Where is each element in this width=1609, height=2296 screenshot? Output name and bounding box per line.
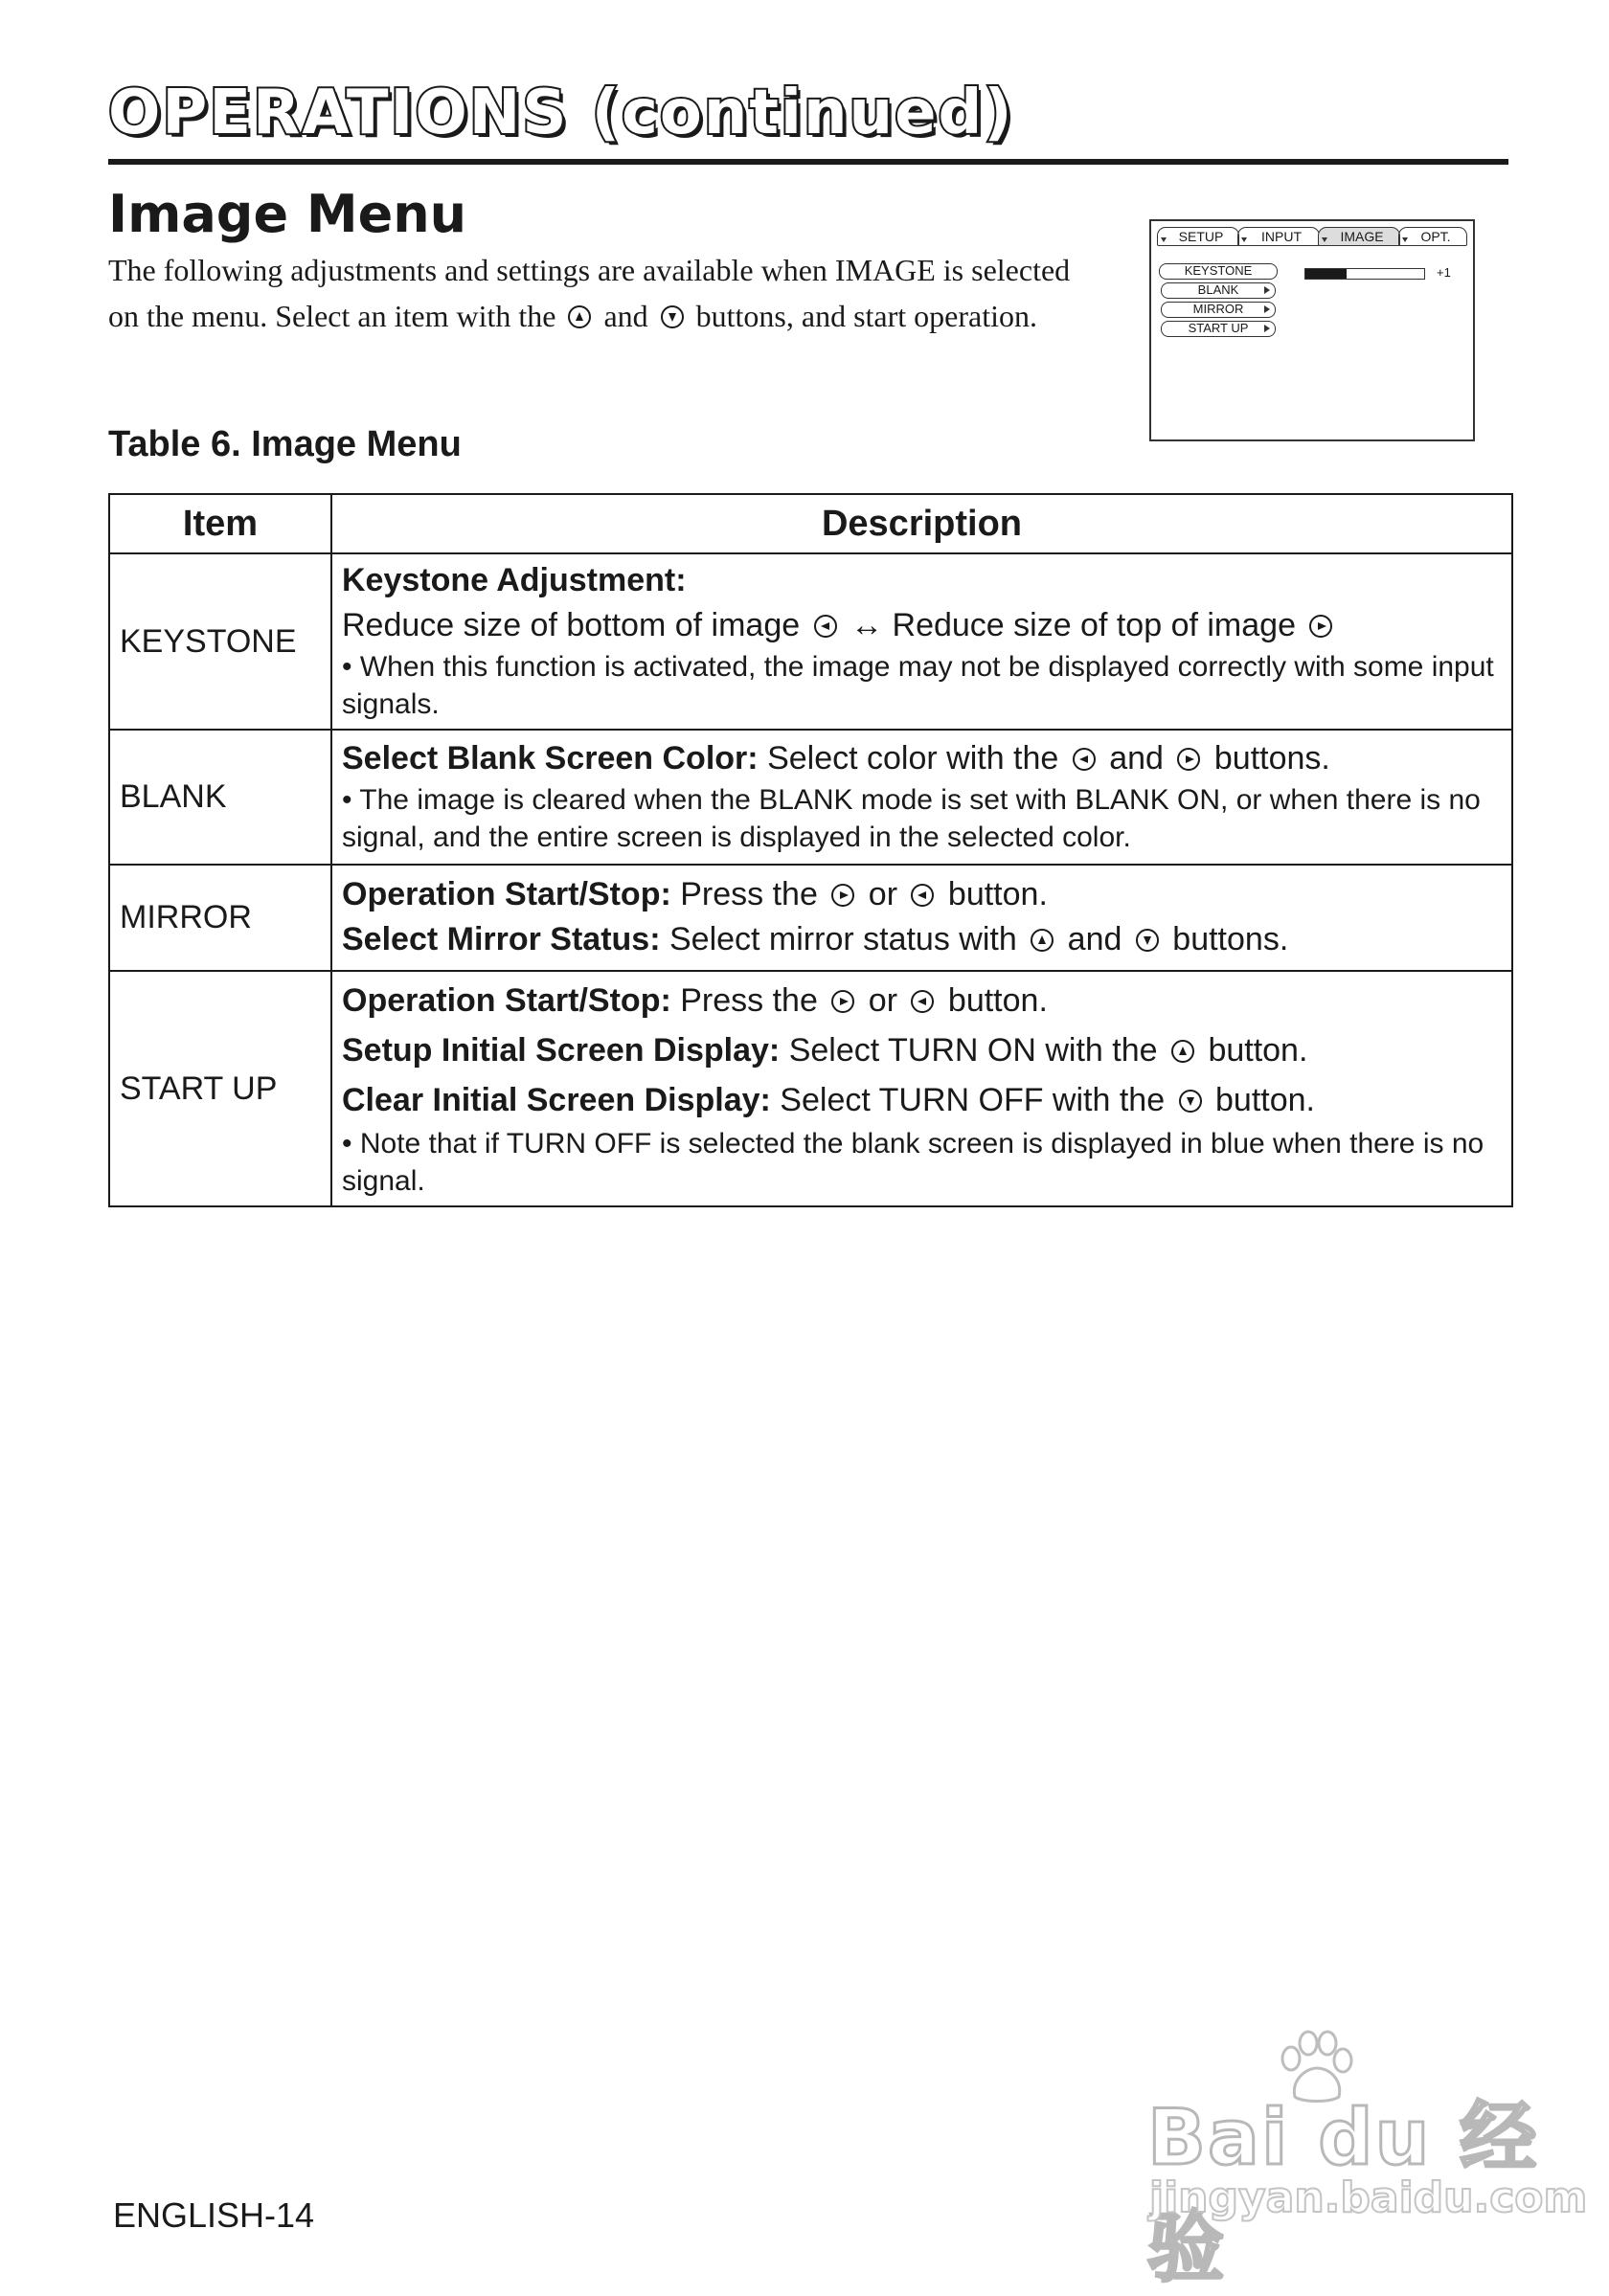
desc-keystone: [331, 553, 1512, 730]
blank-text-1: Select color with the: [767, 740, 1059, 777]
osd-item-keystone: [1159, 263, 1278, 280]
keystone-text-left: Reduce size of bottom of image: [342, 607, 801, 643]
down-button-icon: [661, 305, 684, 328]
osd-menu-illustration: [1149, 219, 1475, 441]
osd-tab-bar: [1157, 227, 1469, 248]
startup-op-title: Operation Start/Stop:: [342, 982, 671, 1019]
watermark-logo: Bai du 经验: [1147, 2093, 1539, 2292]
keystone-line: [342, 603, 1502, 648]
osd-item-label: KEYSTONE: [1184, 263, 1253, 278]
desc-startup: [331, 971, 1512, 1206]
startup-op-line: [342, 976, 1502, 1025]
up-button-icon: [568, 305, 591, 328]
startup-op-text-or: or: [868, 982, 898, 1019]
up-button-icon: [1171, 1040, 1194, 1063]
right-button-icon: [831, 990, 854, 1013]
table-row-startup: [109, 971, 1512, 1206]
left-button-icon: [1073, 748, 1096, 771]
mirror-op-text-2: button.: [947, 875, 1048, 912]
section-title: Image Menu: [108, 184, 467, 244]
page-number: ENGLISH-14: [113, 2195, 315, 2235]
page-header: [108, 75, 1508, 151]
item-keystone: KEYSTONE: [109, 553, 331, 730]
desc-blank: [331, 730, 1512, 865]
keystone-text-right: Reduce size of top of image: [892, 607, 1296, 643]
mirror-status-title: Select Mirror Status:: [342, 920, 661, 957]
blank-line: [342, 736, 1502, 781]
mirror-status-text-1: Select mirror status with: [669, 920, 1017, 957]
startup-clear-text-2: button.: [1215, 1082, 1315, 1118]
keystone-note: • When this function is activated, the image may not be displayed correctly with some input signals.: [342, 651, 1494, 720]
osd-tab-setup: SETUP: [1157, 227, 1239, 246]
startup-clear-text-1: Select TURN OFF with the: [780, 1082, 1166, 1118]
submenu-arrow-icon: [1264, 305, 1270, 313]
osd-item-blank: [1161, 282, 1276, 299]
header-rule: [108, 159, 1508, 165]
submenu-arrow-icon: [1264, 286, 1270, 294]
header-description: Description: [331, 494, 1512, 553]
table-row-blank: [109, 730, 1512, 865]
osd-tab-opt: OPT.: [1398, 227, 1467, 246]
keystone-title: Keystone Adjustment:: [342, 562, 687, 598]
table-caption: Table 6. Image Menu: [108, 424, 462, 464]
left-button-icon: [814, 615, 837, 638]
blank-text-and: and: [1109, 740, 1164, 777]
osd-keystone-bar-fill: [1305, 269, 1347, 279]
double-arrow-icon: ↔: [850, 607, 884, 643]
table-row-mirror: [109, 865, 1512, 971]
left-button-icon: [911, 884, 934, 907]
item-blank: BLANK: [109, 730, 331, 865]
right-button-icon: [1309, 615, 1332, 638]
startup-setup-text-2: button.: [1208, 1032, 1308, 1069]
blank-title: Select Blank Screen Color:: [342, 740, 759, 777]
desc-mirror: [331, 865, 1512, 971]
osd-keystone-bar: [1304, 268, 1425, 280]
osd-tab-image: IMAGE: [1318, 227, 1400, 246]
osd-item-label: BLANK: [1197, 282, 1239, 297]
baidu-watermark: [1140, 2030, 1588, 2292]
intro-text-and: and: [603, 299, 648, 333]
startup-setup-line: [342, 1025, 1502, 1075]
osd-item-startup: [1161, 321, 1276, 337]
startup-note: • Note that if TURN OFF is selected the blank screen is displayed in blue when there is no signal.: [342, 1128, 1484, 1197]
osd-item-label: MIRROR: [1192, 302, 1244, 316]
image-menu-table: [108, 493, 1513, 1207]
right-button-icon: [831, 884, 854, 907]
osd-tab-input: INPUT: [1237, 227, 1320, 246]
right-button-icon: [1177, 748, 1200, 771]
osd-item-mirror: [1161, 302, 1276, 318]
mirror-op-title: Operation Start/Stop:: [342, 875, 671, 912]
watermark-url: jingyan.baidu.com: [1149, 2173, 1588, 2222]
blank-note: • The image is cleared when the BLANK mode is set with BLANK ON, or when there is no signal, and the entire screen is displayed in the selected color.: [342, 784, 1481, 853]
startup-clear-line: [342, 1075, 1502, 1125]
table-row-keystone: [109, 553, 1512, 730]
intro-text-1: The following adjustments and settings are available when IMAGE is selected on the menu. Select an item with the: [108, 253, 1071, 333]
mirror-op-text-or: or: [868, 875, 898, 912]
up-button-icon: [1031, 929, 1054, 952]
item-startup: START UP: [109, 971, 331, 1206]
startup-op-text-1: Press the: [680, 982, 818, 1019]
intro-text-2: buttons, and start operation.: [695, 299, 1038, 333]
mirror-op-text-1: Press the: [680, 875, 818, 912]
submenu-arrow-icon: [1264, 325, 1270, 332]
down-button-icon: [1136, 929, 1159, 952]
osd-keystone-value: +1: [1437, 265, 1451, 280]
item-mirror: MIRROR: [109, 865, 331, 971]
startup-op-text-2: button.: [947, 982, 1048, 1019]
osd-item-label: START UP: [1188, 321, 1249, 335]
startup-setup-text-1: Select TURN ON with the: [788, 1032, 1158, 1069]
mirror-status-text-and: and: [1067, 920, 1122, 957]
left-button-icon: [911, 990, 934, 1013]
header-item: Item: [109, 494, 331, 553]
startup-setup-title: Setup Initial Screen Display:: [342, 1032, 781, 1069]
mirror-status-text-2: buttons.: [1172, 920, 1289, 957]
table-header-row: [109, 494, 1512, 553]
blank-text-2: buttons.: [1213, 740, 1330, 777]
down-button-icon: [1179, 1090, 1202, 1113]
mirror-status-line: [342, 917, 1502, 962]
intro-paragraph: [108, 247, 1104, 339]
header-title: OPERATIONS (continued): [108, 78, 1014, 148]
startup-clear-title: Clear Initial Screen Display:: [342, 1082, 771, 1118]
mirror-op-line: [342, 872, 1502, 917]
